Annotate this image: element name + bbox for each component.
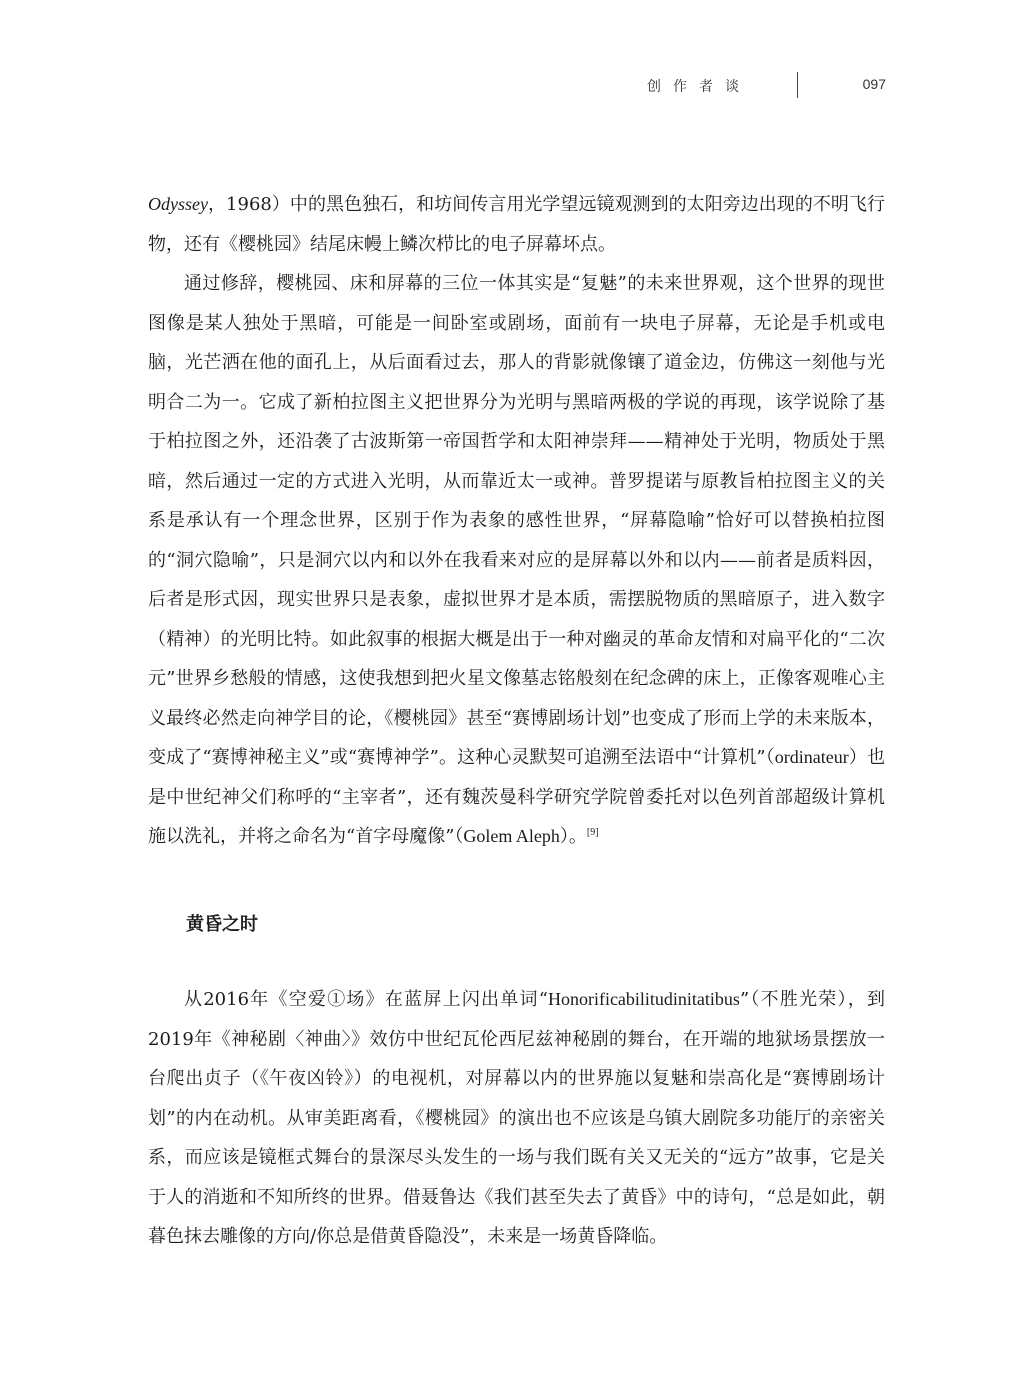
latin-word-honorific: Honorificabilitudinitatibus [547, 989, 740, 1009]
running-header [600, 72, 890, 102]
paragraph-3-text-a: 从2016年《空爱①场》在蓝屏上闪出单词“ [184, 989, 548, 1010]
page-number: 097 [862, 76, 886, 92]
header-divider [797, 72, 798, 98]
section-heading: 黄昏之时 [186, 914, 258, 935]
film-title-italic: Odyssey [148, 194, 208, 214]
paragraph-1 [148, 185, 885, 264]
body-text-upper [148, 185, 885, 857]
latin-term-ordinateur: ordinateur [774, 747, 849, 767]
footnote-marker[interactable]: [9] [586, 827, 599, 838]
paragraph-2-text-c: ）。 [559, 826, 587, 847]
body-text-lower [148, 980, 885, 1257]
paragraph-3-text-b: ”（不胜光荣），到2019年《神秘剧〈神曲〉》效仿中世纪瓦伦西尼兹神秘剧的舞台，在开端的地狱场景摆放一台爬出贞子（《午夜凶铃》）的电视机，对屏幕以内的世界施以复魅和崇高化是“赛博剧场计划”的内在动机。从审美距离看，《樱桃园》的演出也不应该是乌镇大剧院多功能厅的亲密关系，而应该是镜框式舞台的景深尽头发生的一场与我们既有关又无关的“远方”故事，它是关于人的消逝和不知所终的世界。借聂鲁达《我们甚至失去了黄昏》中的诗句，“总是如此，朝暮色抹去雕像的方向/你总是借黄昏隐没”，未来是一场黄昏降临。 [148, 989, 885, 1247]
paragraph-2 [148, 264, 885, 857]
paragraph-2-text-b: ）也是中世纪神父们称呼的“主宰者”，还有魏茨曼科学研究学院曾委托对以色列首部超级计算机施以洗礼，并将之命名为“首字母魔像”（ [148, 747, 885, 847]
paragraph-1-text: ，1968）中的黑色独石，和坊间传言用光学望远镜观测到的太阳旁边出现的不明飞行物，还有《樱桃园》结尾床幔上鳞次栉比的电子屏幕坏点。 [148, 194, 885, 255]
latin-term-golem-aleph: Golem Aleph [463, 826, 560, 846]
paragraph-2-text-a: 通过修辞，樱桃园、床和屏幕的三位一体其实是“复魅”的未来世界观，这个世界的现世图像是某人独处于黑暗，可能是一间卧室或剧场，面前有一块电子屏幕，无论是手机或电脑，光芒洒在他的面孔上，从后面看过去，那人的背影就像镶了道金边，仿佛这一刻他与光明合二为一。它成了新柏拉图主义把世界分为光明与黑暗两极的学说的再现，该学说除了基于柏拉图之外，还沿袭了古波斯第一帝国哲学和太阳神崇拜——精神处于光明，物质处于黑暗，然后通过一定的方式进入光明，从而靠近太一或神。普罗提诺与原教旨柏拉图主义的关系是承认有一个理念世界，区别于作为表象的感性世界，“屏幕隐喻”恰好可以替换柏拉图的“洞穴隐喻”，只是洞穴以内和以外在我看来对应的是屏幕以外和以内——前者是质料因，后者是形式因，现实世界只是表象，虚拟世界才是本质，需摆脱物质的黑暗原子，进入数字（精神）的光明比特。如此叙事的根据大概是出于一种对幽灵的革命友情和对扁平化的“二次元”世界乡愁般的情感，这使我想到把火星文像墓志铭般刻在纪念碑的床上，正像客观唯心主义最终必然走向神学目的论，《樱桃园》甚至“赛博剧场计划”也变成了形而上学的未来版本，变成了“赛博神秘主义”或“赛博神学”。这种心灵默契可追溯至法语中“计算机”（ [148, 273, 885, 768]
paragraph-3 [148, 980, 885, 1257]
header-section-name: 创作者谈 [647, 79, 751, 95]
